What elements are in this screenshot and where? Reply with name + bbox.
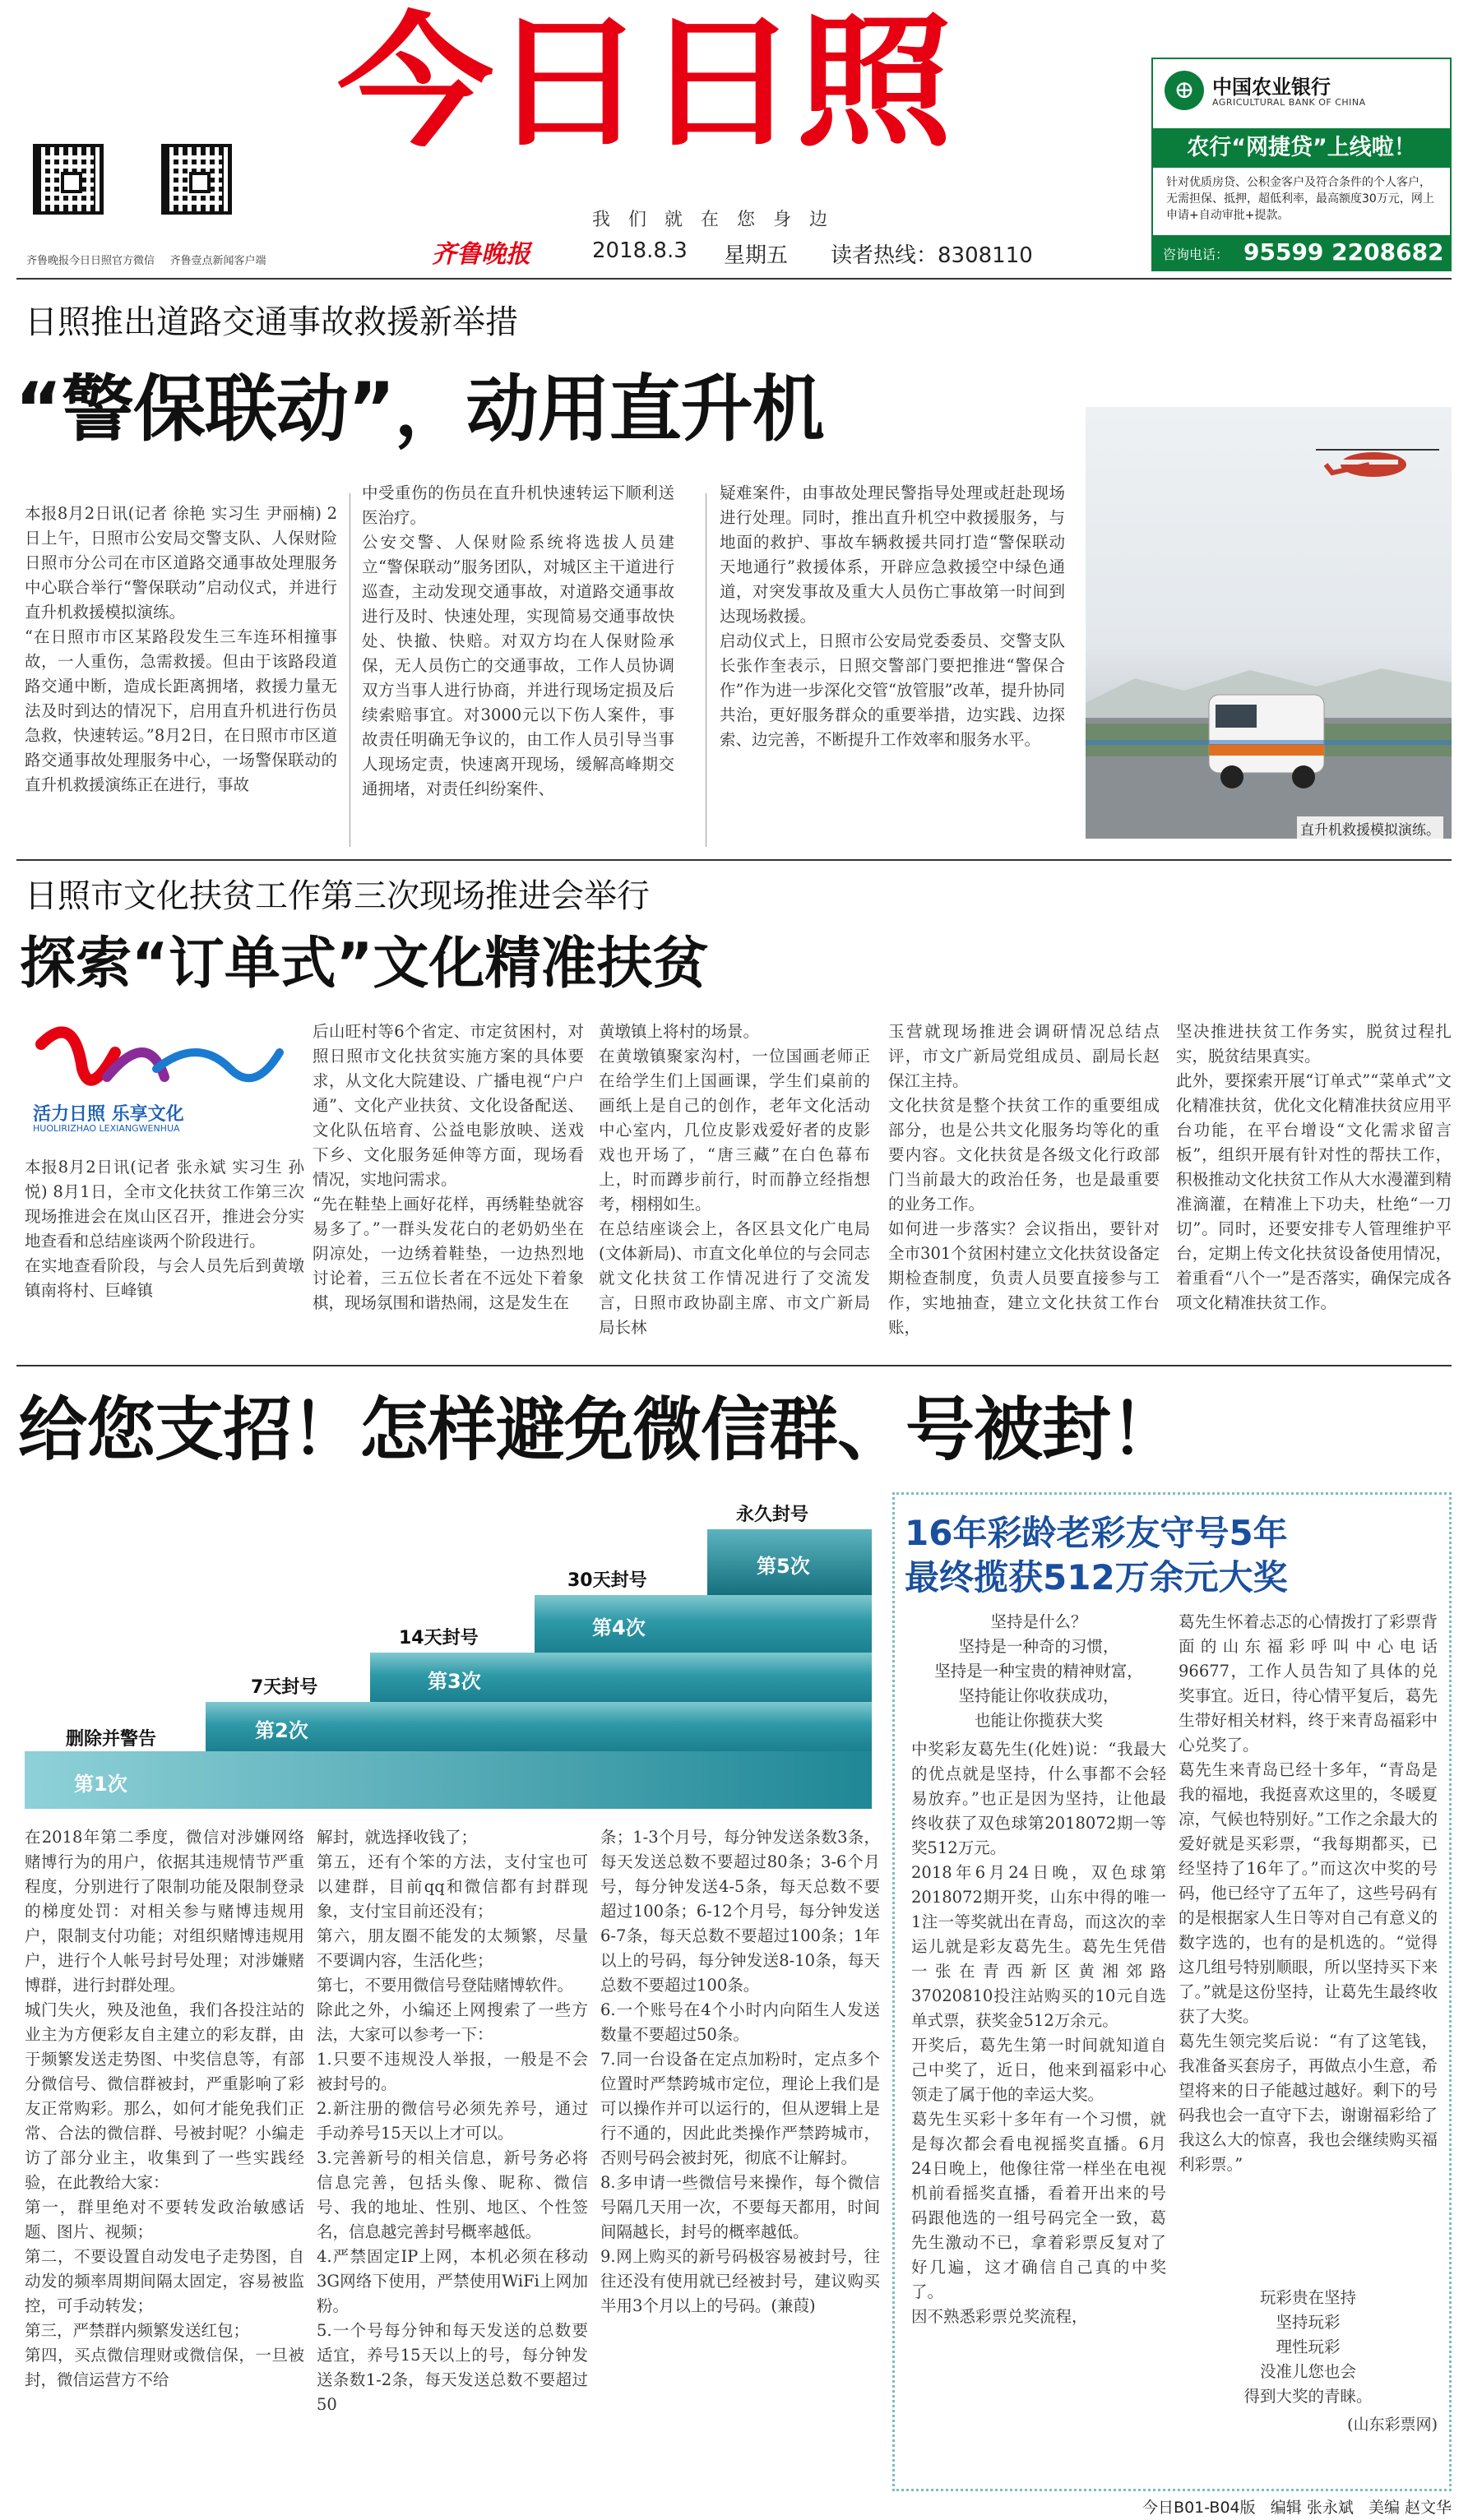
- qr1-caption: 齐鲁晚报今日日照官方微信: [25, 255, 155, 267]
- qr-code-app: [161, 144, 232, 215]
- story2-col2: 后山旺村等6个省定、市定贫困村，对照日照市文化扶贫实施方案的具体要求，从文化大院建设、广播电视“户户通”、文化产业扶贫、文化设备配送、文化队伍培育、公益电影放映、送戏下乡、文化服务延伸等方面，现场看情况，实地问需求。 “先在鞋垫上画好花样，再绣鞋垫就容易多了。”一群头发花白的老奶奶坐在阴凉处，一边绣着鞋垫，一边热烈地讨论着，三五位长者在不远处下着象棋，现场氛围和谐热闹，这是发生在: [313, 1022, 584, 1312]
- masthead-slogan: 我们就在您身边: [592, 210, 846, 230]
- ban-steps-graphic: [25, 1496, 872, 1809]
- footer: [1069, 2495, 1452, 2518]
- story4-poem: [911, 1610, 1166, 1733]
- helicopter-scene: [1086, 407, 1452, 839]
- poem-line: 没准儿您也会: [1259, 2362, 1356, 2381]
- story4-col1: 中奖彩友葛先生(化姓)说：“我最大的优点就是坚持，什么事都不会轻易放弃。”也正是因为坚持，让他最终收获了双色球第2018072期一等奖512万元。 2018年6月24日晚，双色球第2018072期开奖，山东中得的唯一1注一等奖就出在青岛，而这次的幸运儿就是彩友葛先生。葛先生凭借一张在青西新区黄湘郊路37020810投注站购买的10元自选单式票，获奖金512万余元。 开奖后，葛先生第一时间就知道自己中奖了，近日，他来到福彩中心领走了属于他的幸运大奖。 葛先生买彩十多年有一个习惯，就是每次都会看电视摇奖直播。6月24日晚上，他像往常一样坐在电视机前看摇奖直播，看着开出来的号码跟他选的一组号码完全一致，葛先生激动不已，拿着彩票反复对了好几遍，这才确信自己真的中奖了。 因不熟悉彩票兑奖流程，: [911, 1740, 1166, 2326]
- footer-designer: 美编 赵文华: [1368, 2499, 1452, 2517]
- ad-phone-label: 咨询电话：: [1163, 247, 1230, 262]
- footer-editor: 编辑 张永斌: [1270, 2499, 1354, 2517]
- bank-name-en: AGRICULTURAL BANK OF CHINA: [1212, 97, 1366, 108]
- poem-line: 坚持能让你收获成功，: [958, 1686, 1119, 1705]
- ad-phone[interactable]: 95599 2208682: [1243, 238, 1444, 266]
- poem-line: 玩彩贵在坚持: [1259, 2288, 1356, 2307]
- masthead-paper: 齐鲁晚报: [432, 240, 530, 269]
- lottery-box: [892, 1492, 1452, 2491]
- ad-phone-bar: [1153, 235, 1450, 270]
- section-divider: [16, 1365, 1452, 1366]
- masthead: [0, 0, 1468, 271]
- story1-headline: “警保联动”，动用直升机: [15, 367, 824, 451]
- story4-poem2: [1179, 2286, 1438, 2409]
- step-3-badge: 第3次: [428, 1670, 481, 1693]
- qr2-caption: 齐鲁壹点新闻客户端: [169, 255, 266, 267]
- culture-logo-en: HUOLIRIZHAO LEXIANGWENHUA: [33, 1123, 180, 1134]
- qr-icon: [33, 144, 104, 215]
- story2-col5: 坚决推进扶贫工作务实，脱贫过程扎实，脱贫结果真实。 此外，要探索开展“订单式”“菜单式”文化精准扶贫，优化文化精准扶贫应用平台功能，在平台增设“文化需求留言板”，组织开展有针对性的帮扶工作，积极推动文化扶贫工作从大水漫灌到精准滴灌，在精准上下功夫，杜绝“一刀切”。同时，还要安排专人管理维护平台，定期上传文化扶贫设备使用情况，着重看“八个一”是否落实，确保完成各项文化精准扶贫工作。: [1176, 1022, 1452, 1312]
- bank-logo-icon: ⊕: [1165, 71, 1204, 110]
- story1-caption: 直升机救援模拟演练。: [1297, 816, 1443, 839]
- poem-line: 坚持玩彩: [1276, 2313, 1341, 2332]
- step-1-badge: 第1次: [74, 1773, 127, 1796]
- step-1-label: 删除并警告: [66, 1729, 157, 1750]
- step-2-label: 7天封号: [251, 1677, 318, 1698]
- step-5-badge: 第5次: [757, 1555, 810, 1578]
- masthead-divider: [16, 278, 1452, 280]
- story3-col1: 在2018年第二季度，微信对涉嫌网络赌博行为的用户，依据其违规情节严重程度，分别进行了限制功能及限制登录的梯度处罚：对相关参与赌博违规用户，限制支付功能；对组织赌博违规用户，进行个人帐号封号处理；对涉嫌赌博群，进行封群处理。 城门失火，殃及池鱼，我们各投注站的业主为方便彩友自主建立的彩友群，由于频繁发送走势图、中奖信息等，有部分微信号、微信群被封，严重影响了彩友正常购彩。那么，如何才能免我们正常、合法的微信群、号被封呢？小编走访了部分业主，收集到了一些实践经验，在此教给大家： 第一，群里绝对不要转发政治敏感话题、图片、视频； 第二，不要设置自动发电子走势图，自动发的频率周期间隔太固定，容易被监控，可手动转发； 第三，严禁群内频繁发送红包； 第四，买点微信理财或微信保，一旦被封，微信运营方不给: [25, 1828, 304, 2389]
- story2-col4: 玉营就现场推进会调研情况总结点评，市文广新局党组成员、副局长赵保江主持。 文化扶贫是整个扶贫工作的重要组成部分，也是公共文化服务均等化的重要内容。文化扶贫是各级文化行政部门当前最大的政治任务，也是最重要的业务工作。 如何进一步落实？会议指出，要针对全市301个贫困村建立文化扶贫设备定期检查制度，负责人员要直接参与工作，实地抽查，建立文化扶贫工作台账，: [888, 1022, 1160, 1337]
- step-4-label: 30天封号: [567, 1570, 647, 1591]
- ad-headline: 农行“网捷贷”上线啦！: [1153, 128, 1450, 168]
- ad-body: 针对优质房贷、公积金客户及符合条件的个人客户，无需担保、抵押，超低利率，最高额度30万元，网上申请+自动审批+提款。: [1166, 176, 1434, 222]
- step-bar: [535, 1595, 872, 1653]
- story1-kicker: 日照推出道路交通事故救援新举措: [25, 303, 518, 341]
- culture-logo-icon: [25, 1020, 296, 1102]
- story3-col2: 解封，就选择收钱了； 第五，还有个笨的方法，支付宝也可以建群，目前qq和微信都有封群现象，支付宝目前还没有； 第六，朋友圈不能发的太频繁，尽量不要调内容，生活化些； 第七，不要用微信号登陆赌博软件。 除此之外，小编还上网搜索了一些方法，大家可以参考一下： 1.只要不违规没人举报，一般是不会被封号的。 2.新注册的微信号必须先养号，通过手动养号15天以上才可以。 3.完善新号的相关信息，新号务必将信息完善，包括头像、昵称、微信号、我的地址、性别、地区、个性签名，信息越完善封号概率越低。 4.严禁固定IP上网，本机必须在移动3G网络下使用，严禁使用WiFi上网加粉。 5.一个号每分钟和每天发送的总数要适宜，养号15天以上的号，每分钟发送条数1-2条，每天发送总数不要超过50: [317, 1828, 588, 2414]
- section-divider: [16, 859, 1452, 861]
- bank-name-cn: 中国农业银行: [1212, 76, 1331, 99]
- story2-col3: 黄墩镇上将村的场景。 在黄墩镇聚家沟村，一位国画老师正在给学生们上国画课，学生们桌前的画纸上是自己的创作，老年文化活动中心室内，几位皮影戏爱好者的皮影戏也开场了，“唐三藏”在白色幕布上，时而蹲步前行，时而静立经指想考，栩栩如生。 在总结座谈会上，各区县文化广电局(文体新局)、市直文化单位的与会同志就文化扶贫工作情况进行了交流发言，日照市政协副主席、市文广新局局长林: [599, 1022, 870, 1337]
- masthead-date: 2018.8.3: [592, 238, 688, 263]
- bank-ad[interactable]: [1151, 58, 1452, 271]
- masthead-hotline: 读者热线：8308110: [831, 243, 1033, 268]
- helicopter-photo: [1086, 407, 1452, 839]
- qr-code-wechat: [33, 144, 104, 215]
- story2-col1: 本报8月2日讯(记者 张永斌 实习生 孙悦) 8月1日，全市文化扶贫工作第三次现场推进会在岚山区召开，推进会分实地查看和总结座谈两个阶段进行。 在实地查看阶段，与会人员先后到黄墩镇南将村、巨峰镇: [25, 1158, 304, 1300]
- poem-line: 坚持是什么？: [990, 1612, 1087, 1631]
- poem-line: 也能让你揽获大奖: [974, 1711, 1103, 1730]
- story3-headline: 给您支招！怎样避免微信群、号被封！: [18, 1389, 1179, 1470]
- story4-col2: 葛先生怀着忐忑的心情拨打了彩票背面的山东福彩呼叫中心电话96677，工作人员告知了具体的兑奖事宜。近日，待心情平复后，葛先生带好相关材料，终于来青岛福彩中心兑奖了。 葛先生来青岛已经十多年，“青岛是我的福地，我挺喜欢这里的，冬暖夏凉，气候也特别好。”工作之余最大的爱好就是买彩票，“我每期都买，已经坚持了16年了。”而这次中奖的号码，他已经守了五年了，这些号码有的是根据家人生日等对自己有意义的数字选的，也有的是机选的。“觉得这几组号特别顺眼，所以坚持买下来了。”就是这份坚持，让葛先生最终收获了大奖。 葛先生领完奖后说：“有了这笔钱，我准备买套房子，再做点小生意，希望将来的日子能越过越好。剩下的号码我也会一直守下去，谢谢福彩给了我这么大的惊喜，我也会继续购买福利彩票。”: [1179, 1612, 1438, 2174]
- story2-kicker: 日照市文化扶贫工作第三次现场推进会举行: [25, 877, 650, 915]
- step-4-badge: 第4次: [592, 1616, 646, 1639]
- poem-line: 得到大奖的青睐。: [1243, 2387, 1373, 2406]
- helicopter-icon: [1316, 450, 1439, 477]
- story2-headline: 探索“订单式”文化精准扶贫: [20, 932, 709, 996]
- footer-page: 今日B01-B04版: [1142, 2499, 1256, 2517]
- masthead-title: 今日日照: [337, 0, 950, 167]
- poem-line: 坚持是一种宝贵的精神财富，: [934, 1662, 1143, 1681]
- step-2-badge: 第2次: [255, 1719, 308, 1742]
- masthead-weekday: 星期五: [724, 243, 789, 268]
- qr-icon: [161, 144, 232, 215]
- step-bar: [25, 1751, 872, 1809]
- story1-col2: 中受重伤的伤员在直升机快速转运下顺利送医治疗。 公安交警、人保财险系统将选拔人员建立“警保联动”服务团队，对城区主干道进行巡查，主动发现交通事故，对道路交通事故进行及时、快速处理，实现简易交通事故快处、快撤、快赔。对双方均在人保财险承保，无人员伤亡的交通事故，工作人员协调双方当事人进行协商，并进行现场定损及后续索赔事宜。对3000元以下伤人案件，事故责任明确无争议的，由工作人员引导当事人现场定责，快速离开现场，缓解高峰期交通拥堵，对责任纠纷案件、: [362, 483, 674, 798]
- story1-col3: 疑难案件，由事故处理民警指导处理或赶赴现场进行处理。同时，推出直升机空中救援服务，与地面的救护、事故车辆救援共同打造“警保联动 天地通行”救援体系，开辟应急救援空中绿色通道，对突发事故及重大人员伤亡事故第一时间到达现场救援。 启动仪式上，日照市公安局党委委员、交警支队长张作奎表示，日照交警部门要把推进“警保合作”作为进一步深化交管“放管服”改革，提升协同共治，更好服务群众的重要举措，边实践、边探索、边完善，不断提升工作效率和服务水平。: [720, 483, 1065, 749]
- story1-col1: 本报8月2日讯(记者 徐艳 实习生 尹丽楠) 2日上午，日照市公安局交警支队、人保财险日照市分公司在市区道路交通事故处理服务中心联合举行“警保联动”启动仪式，并进行直升机救援模拟演练。 “在日照市市区某路段发生三车连环相撞事故，一人重伤，急需救援。但由于该路段道路交通中断，造成长距离拥堵，救援力量无法及时到达的情况下，启用直升机进行伤员急救，快速转运。”8月2日，在日照市市区道路交通事故处理服务中心，一场警保联动的直升机救援演练正在进行，事故: [25, 504, 337, 794]
- culture-logo: [25, 1020, 296, 1143]
- story4-source: (山东彩票网): [1347, 2416, 1438, 2434]
- culture-logo-cn: 活力日照 乐享文化: [33, 1104, 184, 1125]
- step-3-label: 14天封号: [399, 1628, 479, 1648]
- story3-col3: 条；1-3个月号，每分钟发送条数3条，每天发送总数不要超过80条；3-6个月号，每分钟发送4-5条，每天总数不要超过100条；6-12个月号，每分钟发送6-7条，每天总数不要超过100条；1年以上的号码，每分钟发送8-10条，每天总数不要超过100条。 6.一个账号在4个小时内向陌生人发送数量不要超过50条。 7.同一台设备在定点加粉时，定点多个位置时严禁跨城市定位，理论上我们是可以操作并可以运行的，但从逻辑上是行不通的，因此此类操作严禁跨城市，否则号码会被封死，彻底不让解封。 8.多申请一些微信号来操作，每个微信号隔几天用一次，不要每天都用，时间间隔越长，封号的概率越低。 9.网上购买的新号码极容易被封号，往往还没有使用就已经被封号，建议购买半用3个月以上的号码。(兼葭): [600, 1828, 880, 2315]
- story4-headline-1: 16年彩龄老彩友守号5年: [905, 1513, 1288, 1553]
- story4-headline-2: 最终揽获512万余元大奖: [905, 1557, 1288, 1598]
- poem-line: 坚持是一种奇的习惯，: [958, 1637, 1119, 1656]
- step-5-label: 永久封号: [736, 1505, 809, 1525]
- poem-line: 理性玩彩: [1276, 2337, 1341, 2356]
